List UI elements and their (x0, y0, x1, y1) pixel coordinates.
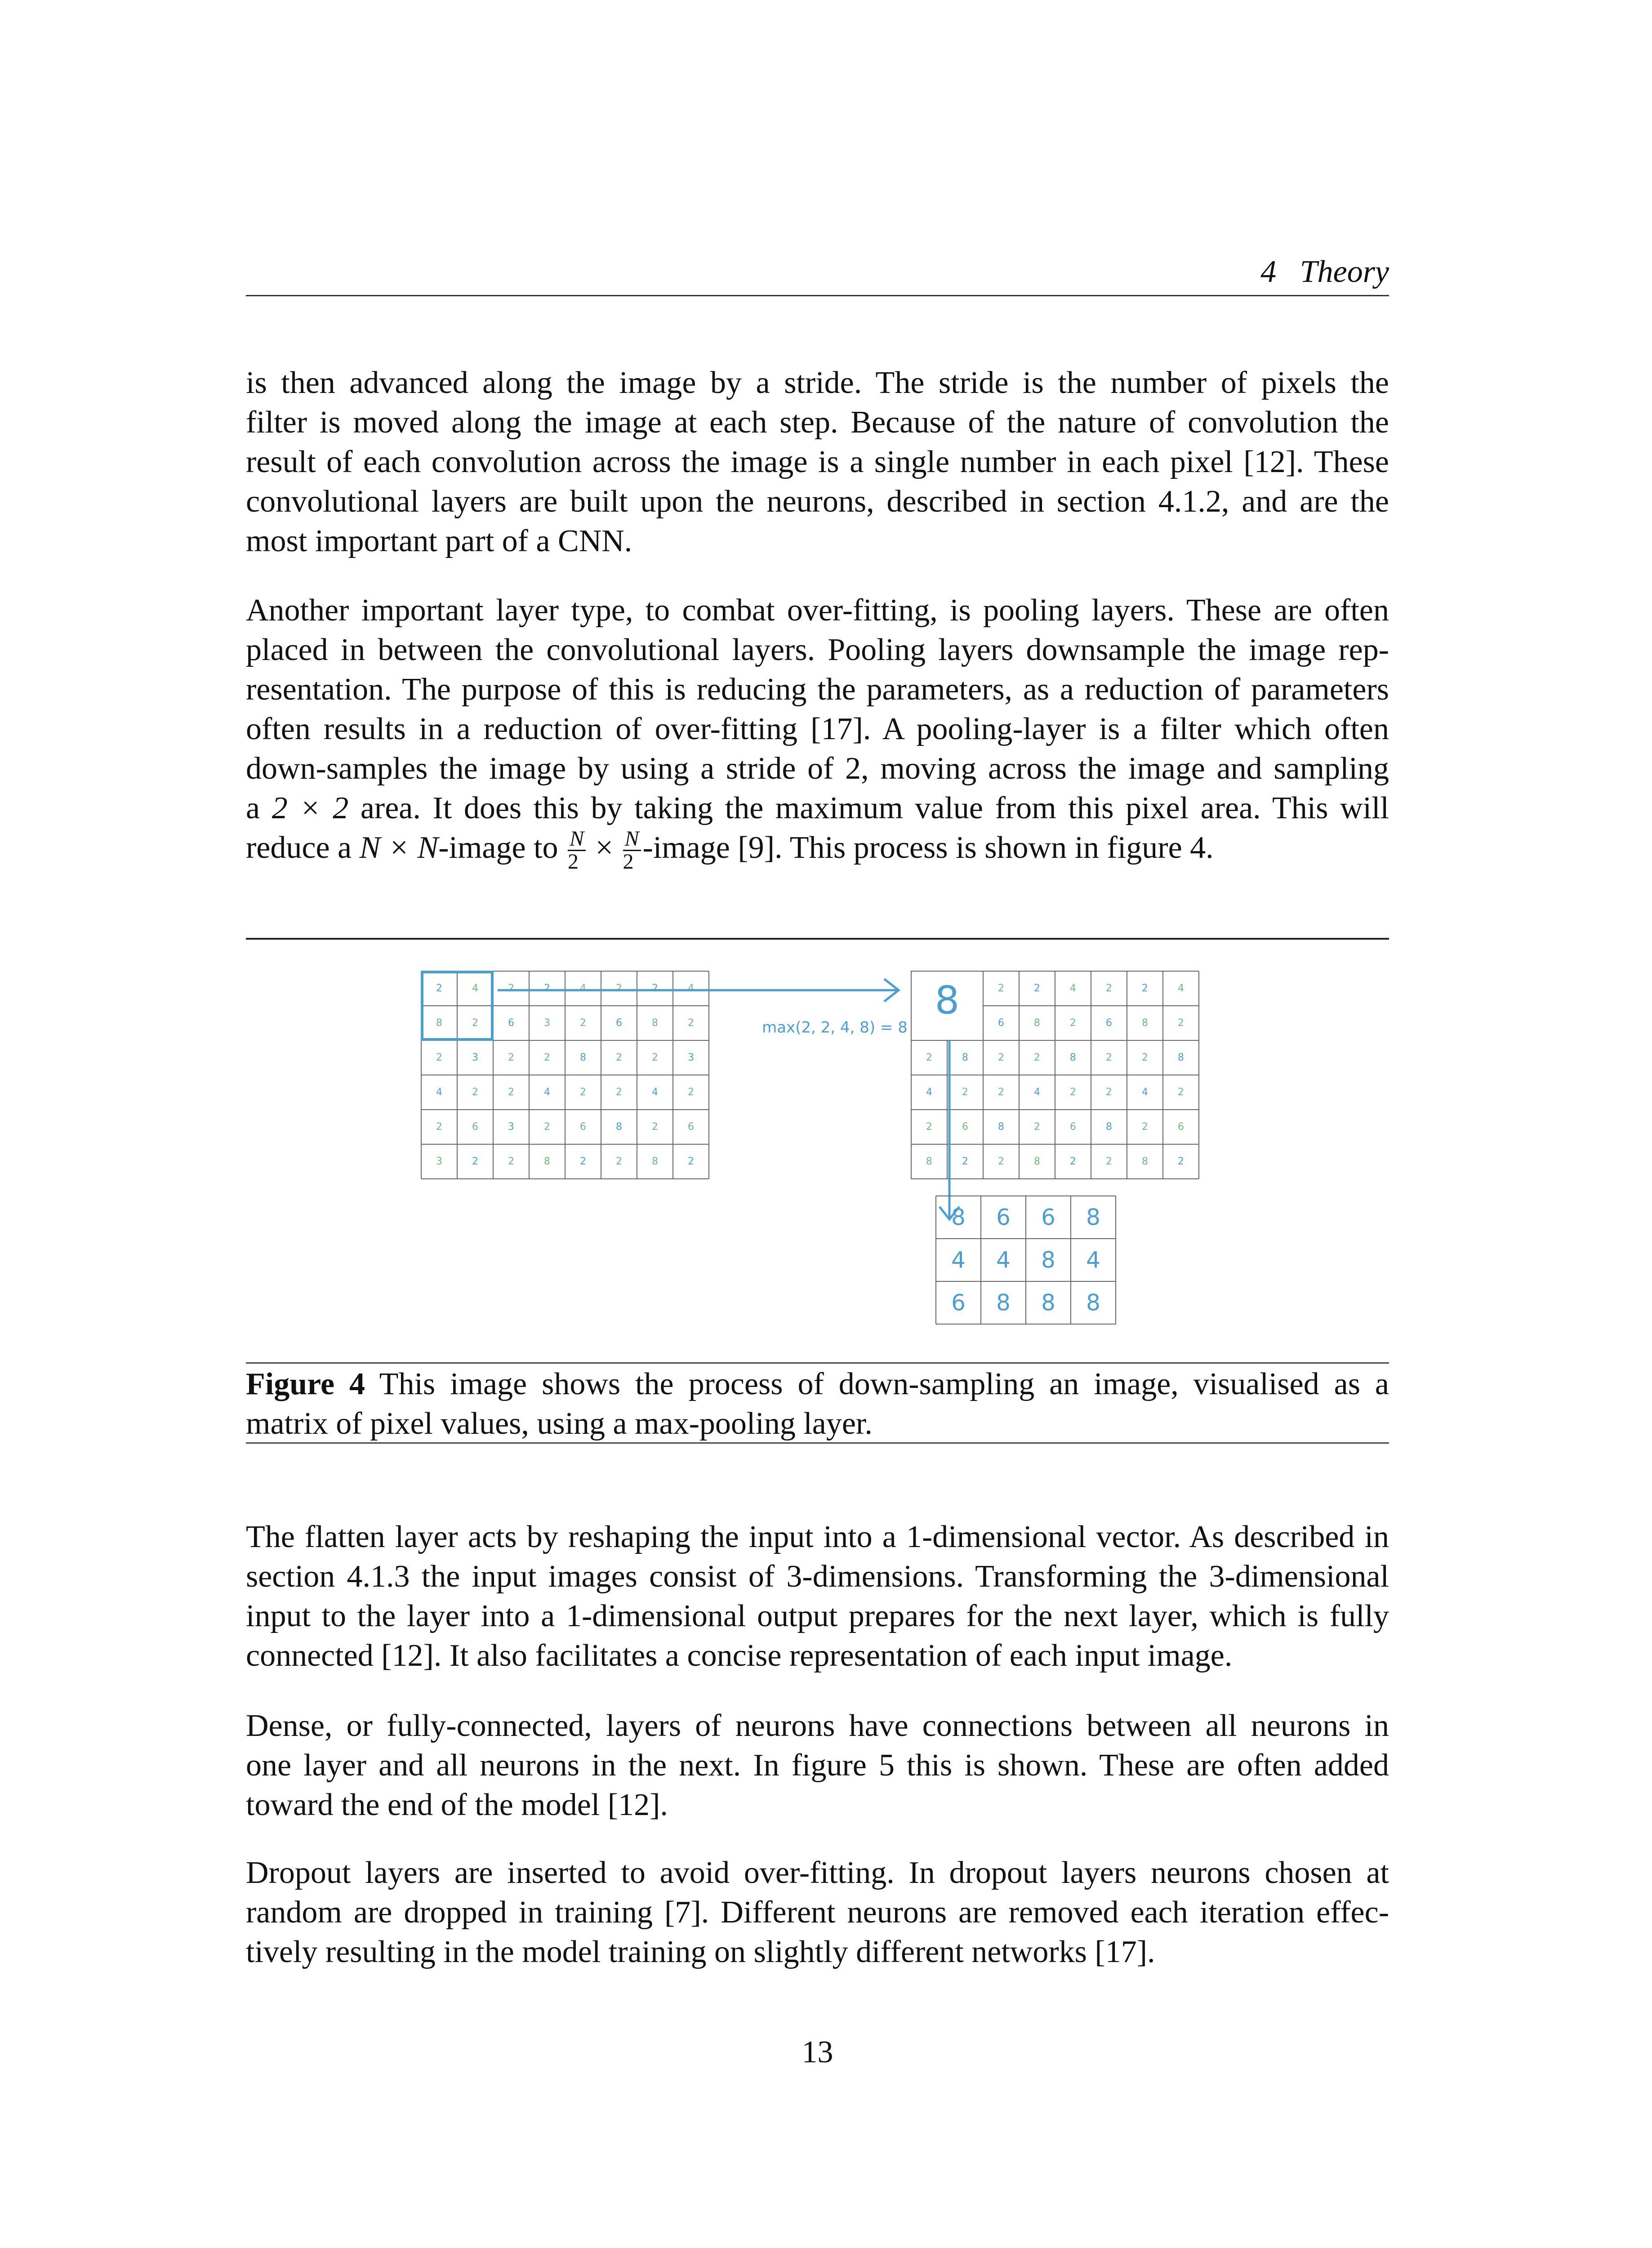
times-symbol: × (595, 830, 614, 865)
fraction (623, 828, 641, 873)
right-cell-value: 2 (1034, 1052, 1040, 1063)
input-cell-value: 2 (472, 1156, 478, 1167)
input-cell-value: 2 (472, 1087, 478, 1098)
text-line: input to the layer into a 1-dimensional output prepares for the next layer, which is fully (246, 1599, 1389, 1633)
text-line: random are dropped in training [7]. Different neurons are removed each iteration effec- (246, 1895, 1389, 1930)
input-cell-value: 2 (544, 1052, 550, 1063)
input-cell-value: 2 (688, 1156, 694, 1167)
right-cell-value: 8 (998, 1121, 1004, 1133)
figure-top-rule (246, 938, 1389, 940)
input-cell-value: 2 (544, 1121, 550, 1133)
fraction-numerator: N (568, 828, 586, 851)
max-pooling-figure (246, 944, 1389, 1349)
right-cell-value: 2 (998, 1156, 1004, 1167)
pooled-max-value: 8 (935, 978, 960, 1023)
fraction-numerator: N (623, 828, 641, 851)
text-fragment: a (246, 791, 272, 825)
input-cell-value: 2 (616, 1052, 622, 1063)
right-cell-value: 8 (1034, 1017, 1040, 1029)
input-cell-value: 8 (544, 1156, 550, 1167)
text-line (246, 789, 1389, 828)
text-line: is then advanced along the image by a stride. The stride is the number of pixels the (246, 366, 1389, 400)
right-cell-value: 8 (1142, 1017, 1148, 1029)
input-cell-value: 8 (652, 1156, 658, 1167)
right-cell-value: 2 (1070, 1156, 1076, 1167)
input-cell-value: 6 (472, 1121, 478, 1133)
caption-text: This image shows the process of down-sampling an image, visualised as a (365, 1367, 1389, 1401)
paragraph-convolution (246, 363, 1389, 561)
caption-line: matrix of pixel values, using a max-pooling layer. (246, 1406, 873, 1441)
max-operation-label: max(2, 2, 4, 8) = 8 (762, 1018, 908, 1037)
input-cell-value: 8 (436, 1017, 442, 1029)
input-cell-value: 2 (652, 1052, 658, 1063)
input-cell-value: 8 (580, 1052, 586, 1063)
paragraph-dense (246, 1706, 1389, 1825)
input-cell-value: 2 (580, 1017, 586, 1029)
input-cell-value: 2 (616, 1087, 622, 1098)
fraction-denominator: 2 (623, 850, 634, 874)
text-line: Dropout layers are inserted to avoid over-fitting. In dropout layers neurons chosen at (246, 1855, 1389, 1890)
right-cell-value: 6 (1070, 1121, 1076, 1133)
text-line: toward the end of the model [12]. (246, 1788, 668, 1822)
input-cell-value: 4 (544, 1087, 550, 1098)
output-cell-value: 8 (996, 1289, 1011, 1316)
input-cell-value: 2 (616, 983, 622, 994)
input-cell-value: 2 (688, 1017, 694, 1029)
right-cell-value: 4 (926, 1087, 932, 1098)
input-cell-value: 2 (616, 1156, 622, 1167)
right-cell-value: 2 (1106, 983, 1112, 994)
right-cell-value: 4 (1070, 983, 1076, 994)
input-cell-value: 2 (436, 1052, 442, 1063)
output-cell-value: 6 (951, 1289, 966, 1316)
right-cell-value: 8 (1178, 1052, 1184, 1063)
right-cell-value: 2 (962, 1156, 968, 1167)
right-cell-value: 2 (998, 1087, 1004, 1098)
input-cell-value: 2 (688, 1087, 694, 1098)
fraction-denominator: 2 (568, 850, 579, 874)
input-cell-value: 4 (472, 983, 478, 994)
right-cell-value: 6 (998, 1017, 1004, 1029)
input-cell-value: 3 (472, 1052, 478, 1063)
right-cell-value: 2 (1070, 1087, 1076, 1098)
text-line: most important part of a CNN. (246, 524, 632, 558)
output-cell-value: 6 (996, 1204, 1011, 1231)
right-cell-value: 2 (1178, 1087, 1184, 1098)
input-cell-value: 2 (652, 983, 658, 994)
text-fragment: -image [9]. This process is shown in figure 4. (642, 830, 1214, 865)
right-cell-value: 8 (1070, 1052, 1076, 1063)
input-cell-value: 8 (616, 1121, 622, 1133)
output-cell-value: 8 (951, 1204, 966, 1231)
right-cell-value: 2 (1178, 1156, 1184, 1167)
output-cell-value: 4 (951, 1247, 966, 1273)
input-cell-value: 6 (580, 1121, 586, 1133)
right-cell-value: 8 (962, 1052, 968, 1063)
right-cell-value: 2 (1106, 1087, 1112, 1098)
input-cell-value: 2 (508, 1052, 514, 1063)
input-cell-value: 3 (544, 1017, 550, 1029)
caption-bottom-rule (246, 1442, 1389, 1444)
input-cell-value: 2 (472, 1017, 478, 1029)
text-line: Dense, or fully-connected, layers of neurons have connections between all neurons in (246, 1708, 1389, 1743)
input-cell-value: 2 (508, 983, 514, 994)
input-cell-value: 2 (580, 1156, 586, 1167)
figure-caption (246, 1365, 1389, 1444)
text-line: The flatten layer acts by reshaping the input into a 1-dimensional vector. As described in (246, 1520, 1389, 1554)
text-line: tively resulting in the model training on slightly different networks [17]. (246, 1935, 1155, 1969)
right-cell-value: 2 (1142, 1052, 1148, 1063)
text-fragment: -image to (438, 830, 566, 865)
right-cell-value: 2 (1070, 1017, 1076, 1029)
paragraph-pooling (246, 591, 1389, 873)
text-line: often results in a reduction of over-fitting [17]. A pooling-layer is a filter which often (246, 712, 1389, 746)
text-line: filter is moved along the image at each step. Because of the nature of convolution the (246, 405, 1389, 440)
text-line: result of each convolution across the image is a single number in each pixel [12]. These (246, 445, 1389, 479)
right-cell-value: 2 (962, 1087, 968, 1098)
right-cell-value: 2 (1034, 983, 1040, 994)
input-cell-value: 8 (652, 1017, 658, 1029)
output-cell-value: 8 (1041, 1247, 1055, 1273)
right-cell-value: 2 (998, 983, 1004, 994)
running-header (246, 252, 1389, 296)
input-cell-value: 2 (436, 983, 442, 994)
input-cell-value: 2 (508, 1087, 514, 1098)
right-cell-value: 4 (1178, 983, 1184, 994)
text-line (246, 828, 1389, 873)
right-cell-value: 6 (1178, 1121, 1184, 1133)
input-cell-value: 4 (580, 983, 586, 994)
text-fragment: area. It does this by taking the maximum value from this pixel area. This will (348, 791, 1389, 825)
input-cell-value: 6 (616, 1017, 622, 1029)
input-cell-value: 4 (688, 983, 694, 994)
paragraph-flatten (246, 1517, 1389, 1676)
text-line: placed in between the convolutional layers. Pooling layers downsample the image rep- (246, 633, 1389, 667)
input-cell-value: 2 (544, 983, 550, 994)
right-cell-value: 2 (1106, 1156, 1112, 1167)
fraction (568, 828, 586, 873)
output-cell-value: 8 (1041, 1289, 1055, 1316)
input-cell-value: 2 (436, 1121, 442, 1133)
caption-line (246, 1365, 1389, 1404)
right-cell-value: 6 (1106, 1017, 1112, 1029)
right-cell-value: 8 (1034, 1156, 1040, 1167)
text-line: resentation. The purpose of this is reducing the parameters, as a reduction of parameters (246, 672, 1389, 707)
right-cell-value: 2 (1106, 1052, 1112, 1063)
chapter-number: 4 (1260, 254, 1277, 289)
input-cell-value: 3 (688, 1052, 694, 1063)
text-line: convolutional layers are built upon the neurons, described in section 4.1.2, and are the (246, 484, 1389, 519)
input-cell-value: 4 (436, 1087, 442, 1098)
right-cell-value: 2 (1178, 1017, 1184, 1029)
paragraph-dropout (246, 1853, 1389, 1972)
text-line: section 4.1.3 the input images consist of 3-dimensions. Transforming the 3-dimensional (246, 1559, 1389, 1594)
chapter-title: Theory (1300, 254, 1389, 289)
right-cell-value: 2 (1034, 1121, 1040, 1133)
input-cell-value: 6 (688, 1121, 694, 1133)
text-line: down-samples the image by using a stride of 2, moving across the image and sampling (246, 751, 1389, 786)
input-cell-value: 2 (508, 1156, 514, 1167)
right-cell-value: 2 (998, 1052, 1004, 1063)
right-cell-value: 2 (1142, 983, 1148, 994)
output-cell-value: 8 (1086, 1289, 1100, 1316)
input-cell-value: 4 (652, 1087, 658, 1098)
input-cell-value: 2 (652, 1121, 658, 1133)
output-cell-value: 8 (1086, 1204, 1100, 1231)
input-cell-value: 6 (508, 1017, 514, 1029)
right-cell-value: 4 (1034, 1087, 1040, 1098)
input-cell-value: 3 (436, 1156, 442, 1167)
right-cell-value: 4 (1142, 1087, 1148, 1098)
text-line: one layer and all neurons in the next. In figure 5 this is shown. These are often added (246, 1748, 1389, 1783)
math-inline: N × N (359, 830, 439, 865)
output-cell-value: 6 (1041, 1204, 1055, 1231)
math-inline: 2 × 2 (272, 791, 349, 825)
output-cell-value: 4 (1086, 1247, 1100, 1273)
input-cell-value: 3 (508, 1121, 514, 1133)
right-cell-value: 6 (962, 1121, 968, 1133)
page-number: 13 (802, 2035, 833, 2070)
text-line: Another important layer type, to combat over-fitting, is pooling layers. These are often (246, 593, 1389, 628)
output-cell-value: 4 (996, 1247, 1011, 1273)
right-cell-value: 2 (1142, 1121, 1148, 1133)
text-line: connected [12]. It also facilitates a concise representation of each input image. (246, 1638, 1233, 1673)
right-cell-value: 8 (1106, 1121, 1112, 1133)
right-cell-value: 8 (1142, 1156, 1148, 1167)
right-cell-value: 2 (926, 1052, 932, 1063)
caption-top-rule (246, 1362, 1389, 1364)
caption-label: Figure 4 (246, 1367, 365, 1401)
input-cell-value: 2 (580, 1087, 586, 1098)
right-cell-value: 8 (926, 1156, 932, 1167)
text-fragment: reduce a (246, 830, 360, 865)
right-cell-value: 2 (926, 1121, 932, 1133)
